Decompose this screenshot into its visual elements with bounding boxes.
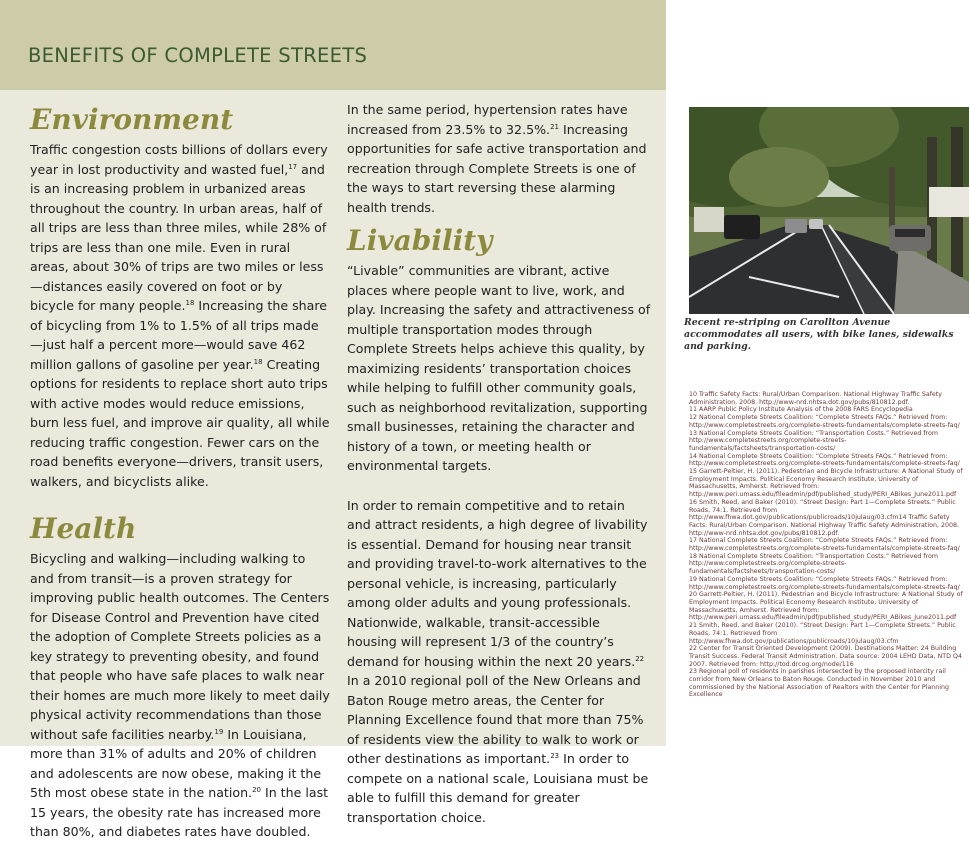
reference-item: 16 Smith, Reed, and Baker (2010). “Street Design: Part 1—Complete Streets.” Public Roads, 74:1. Retrieved from http://www.fhwa.dot.gov/publications/publicroads/10julaug/03.cfm14 Traffic Safety Facts: Rural/Urban Comparison. National Highway Traffic Safety Administration, 2008. http://www-nrd.nhtsa.dot.gov/pubs/810812.pdf.	[689, 498, 960, 537]
references-list	[689, 391, 967, 699]
reference-item: 12 National Complete Streets Coalition: “Complete Streets FAQs.” Retrieved from: http://www.completestreets.org/complete-streets-fundamentals/complete-streets-faq/	[689, 414, 960, 429]
reference-item: 22 Center for Transit Oriented Development (2009). Destinations Matter: 24 Building Transit Success. Federal Transit Administration. Data source: 2004 LEHD Data, NTD Q4 2007. Retrieved from: http://tod.drcog.org/node/116	[689, 645, 962, 668]
footnote-ref: 19	[214, 727, 224, 736]
footnote-ref: 20	[252, 785, 261, 794]
footnote-ref: 21	[550, 122, 559, 131]
environment-paragraph	[30, 140, 330, 491]
text-run: Creating options for residents to replace short auto trips with active modes would reduce emissions, burn less fuel, and improve air quality, all while reducing traffic congestion. Fewer cars on the road benefits everyone—drivers, transit users, walkers, and bicyclists alike.	[30, 356, 330, 489]
footnote-ref: 18	[185, 298, 195, 307]
footnote-ref: 22	[635, 654, 645, 663]
livability-paragraph-1: “Livable” communities are vibrant, active places where people want to live, work, and play. Increasing the safety and attractiveness of multiple transportation modes through Complete Streets helps achieve this quality, by maximizing residents’ transportation choices while helping to fulfill other community goals, such as neighborhood revitalization, supporting small businesses, retaining the character and history of a town, or meeting health or environmental targets.	[347, 263, 651, 473]
text-run: In order to remain competitive and to retain and attract residents, a high degree of livability is essential. Demand for housing near transit and providing travel-to-work alternatives to the personal vehicle, is increasing, particularly among older adults and young professionals. Nationwide, walkable, transit-accessible housing will represent 1/3 of the country’s demand for housing within the next 20 years.	[347, 497, 648, 669]
text-run: Traffic congestion costs billions of dollars every year in lost productivity and wasted fuel,	[30, 142, 328, 177]
text-run: Increasing opportunities for safe active transportation and recreation through Complete Streets is one of the ways to start reversing these alarming health trends.	[347, 121, 647, 215]
reference-item: 21 Smith, Reed, and Baker (2010). “Street Design: Part 1—Complete Streets.” Public Roads, 74:1. Retrieved from http://www.fhwa.dot.gov/publications/publicroads/10julaug/03.cfm	[689, 622, 956, 645]
text-run: Increasing the share of bicycling from 1% to 1.5% of all trips made—just half a percent more—would save 462 million gallons of gasoline per year.	[30, 298, 328, 372]
livability-paragraph-2	[347, 496, 652, 828]
text-run: In the same period, hypertension rates have increased from 23.5% to 32.5%.	[347, 102, 628, 137]
reference-item: 19 National Complete Streets Coalition: “Complete Streets FAQs.” Retrieved from: http://www.completestreets.org/complete-streets-fundamentals/complete-streets-faq/	[689, 575, 960, 591]
text-run: Bicycling and walking—including walking to and from transit—is a proven strategy for improving public health outcomes. The Centers for Disease Control and Prevention have cited the adoption of Complete Streets policies as a key strategy to preventing obesity, and found that people who have safe places to walk near their homes are much more likely to meet daily physical activity recommendations than those without safe facilities nearby.	[30, 551, 330, 742]
page-title: BENEFITS OF COMPLETE STREETS	[28, 44, 368, 67]
reference-item: 23 Regional poll of residents in parishes intersected by the proposed intercity rail corridor from New Orleans to Baton Rouge. Conducted in November 2010 and commissioned by the National Association of Realtors with the Center for Planning Excellence	[689, 668, 950, 699]
footnote-ref: 18	[253, 357, 263, 366]
livability-heading: Livability	[347, 224, 493, 257]
health-paragraph	[30, 549, 330, 842]
health-heading: Health	[30, 512, 137, 545]
header-band	[0, 0, 666, 90]
reference-item: 11 AARP Public Policy Institute Analysis of the 2008 FARS Encyclopedia	[689, 406, 913, 414]
text-run: In the last 15 years, the obesity rate has increased more than 80%, and diabetes rates have doubled.	[30, 785, 329, 839]
reference-item: 17 National Complete Streets Coalition: “Complete Streets FAQs.” Retrieved from: http://www.completestreets.org/complete-streets-fundamentals/complete-streets-faq/	[689, 537, 960, 553]
text-run: In Louisiana, more than 31% of adults and 20% of children and adolescents are now obese, making it the 5th most obese state in the nation.	[30, 726, 322, 800]
reference-item: 10 Traffic Safety Facts: Rural/Urban Comparison. National Highway Traffic Safety Administration, 2008. http://www-nrd.nhtsa.dot.gov/pubs/810812.pdf.	[689, 391, 942, 406]
reference-item: 20 Garrett-Peltier, H. (2011). Pedestrian and Bicycle Infrastructure: A National Study of Employment Impacts. Political Economy Research Institute, University of Massachusetts, Amherst. Retrieved from: http://www.peri.umass.edu/fileadmin/pdf/published_study/PERI_ABikes_June2011.pdf	[689, 591, 963, 622]
left-column	[30, 100, 330, 842]
health-continued-paragraph	[347, 100, 652, 217]
reference-item: 15 Garrett-Peltier, H. (2011). Pedestrian and Bicycle Infrastructure: A National Study of Employment Impacts. Political Economy Research Institute, University of Massachusetts, Amherst. Retrieved from: http://www.peri.umass.edu/fileadmin/pdf/published_study/PERI_ABikes_June2011.pdf	[689, 468, 963, 499]
middle-column	[347, 100, 652, 827]
environment-heading: Environment	[30, 103, 234, 136]
footnote-ref: 23	[550, 751, 560, 760]
street-photo	[689, 107, 969, 314]
reference-item: 14 National Complete Streets Coalition: “Complete Streets FAQs.” Retrieved from: http://www.completestreets.org/complete-streets-fundamentals/complete-streets-faq/	[689, 452, 960, 468]
photo-caption: Recent re-striping on Carollton Avenue accommodates all users, with bike lanes, sidewalks and parking.	[684, 317, 954, 352]
text-run: In a 2010 regional poll of the New Orleans and Baton Rouge metro areas, the Center for Planning Excellence found that more than 75% of residents view the ability to walk to work or other destinations as important.	[347, 673, 644, 766]
footnote-ref: 17	[288, 162, 298, 171]
reference-item: 18 National Complete Streets Coalition: “Transportation Costs.” Retrieved from http://www.completestreets.org/complete-streets-fundamentals/factsheets/transportation-costs/	[689, 552, 938, 576]
street-photo-image	[689, 107, 969, 314]
text-run: In order to compete on a national scale, Louisiana must be able to fulfill this demand for greater transportation choice.	[347, 751, 649, 825]
reference-item: 13 National Complete Streets Coalition: “Transportation Costs.” Retrieved from http://www.completestreets.org/complete-streets-fundamentals/factsheets/transportation-costs/	[689, 429, 938, 452]
text-run: and is an increasing problem in urbanized areas throughout the country. In urban areas, half of all trips are less than three miles, while 28% of trips are less than one mile. Even in rural areas, about 30% of trips are two miles or less—distances easily covered on foot or by bicycle for many people.	[30, 161, 327, 313]
